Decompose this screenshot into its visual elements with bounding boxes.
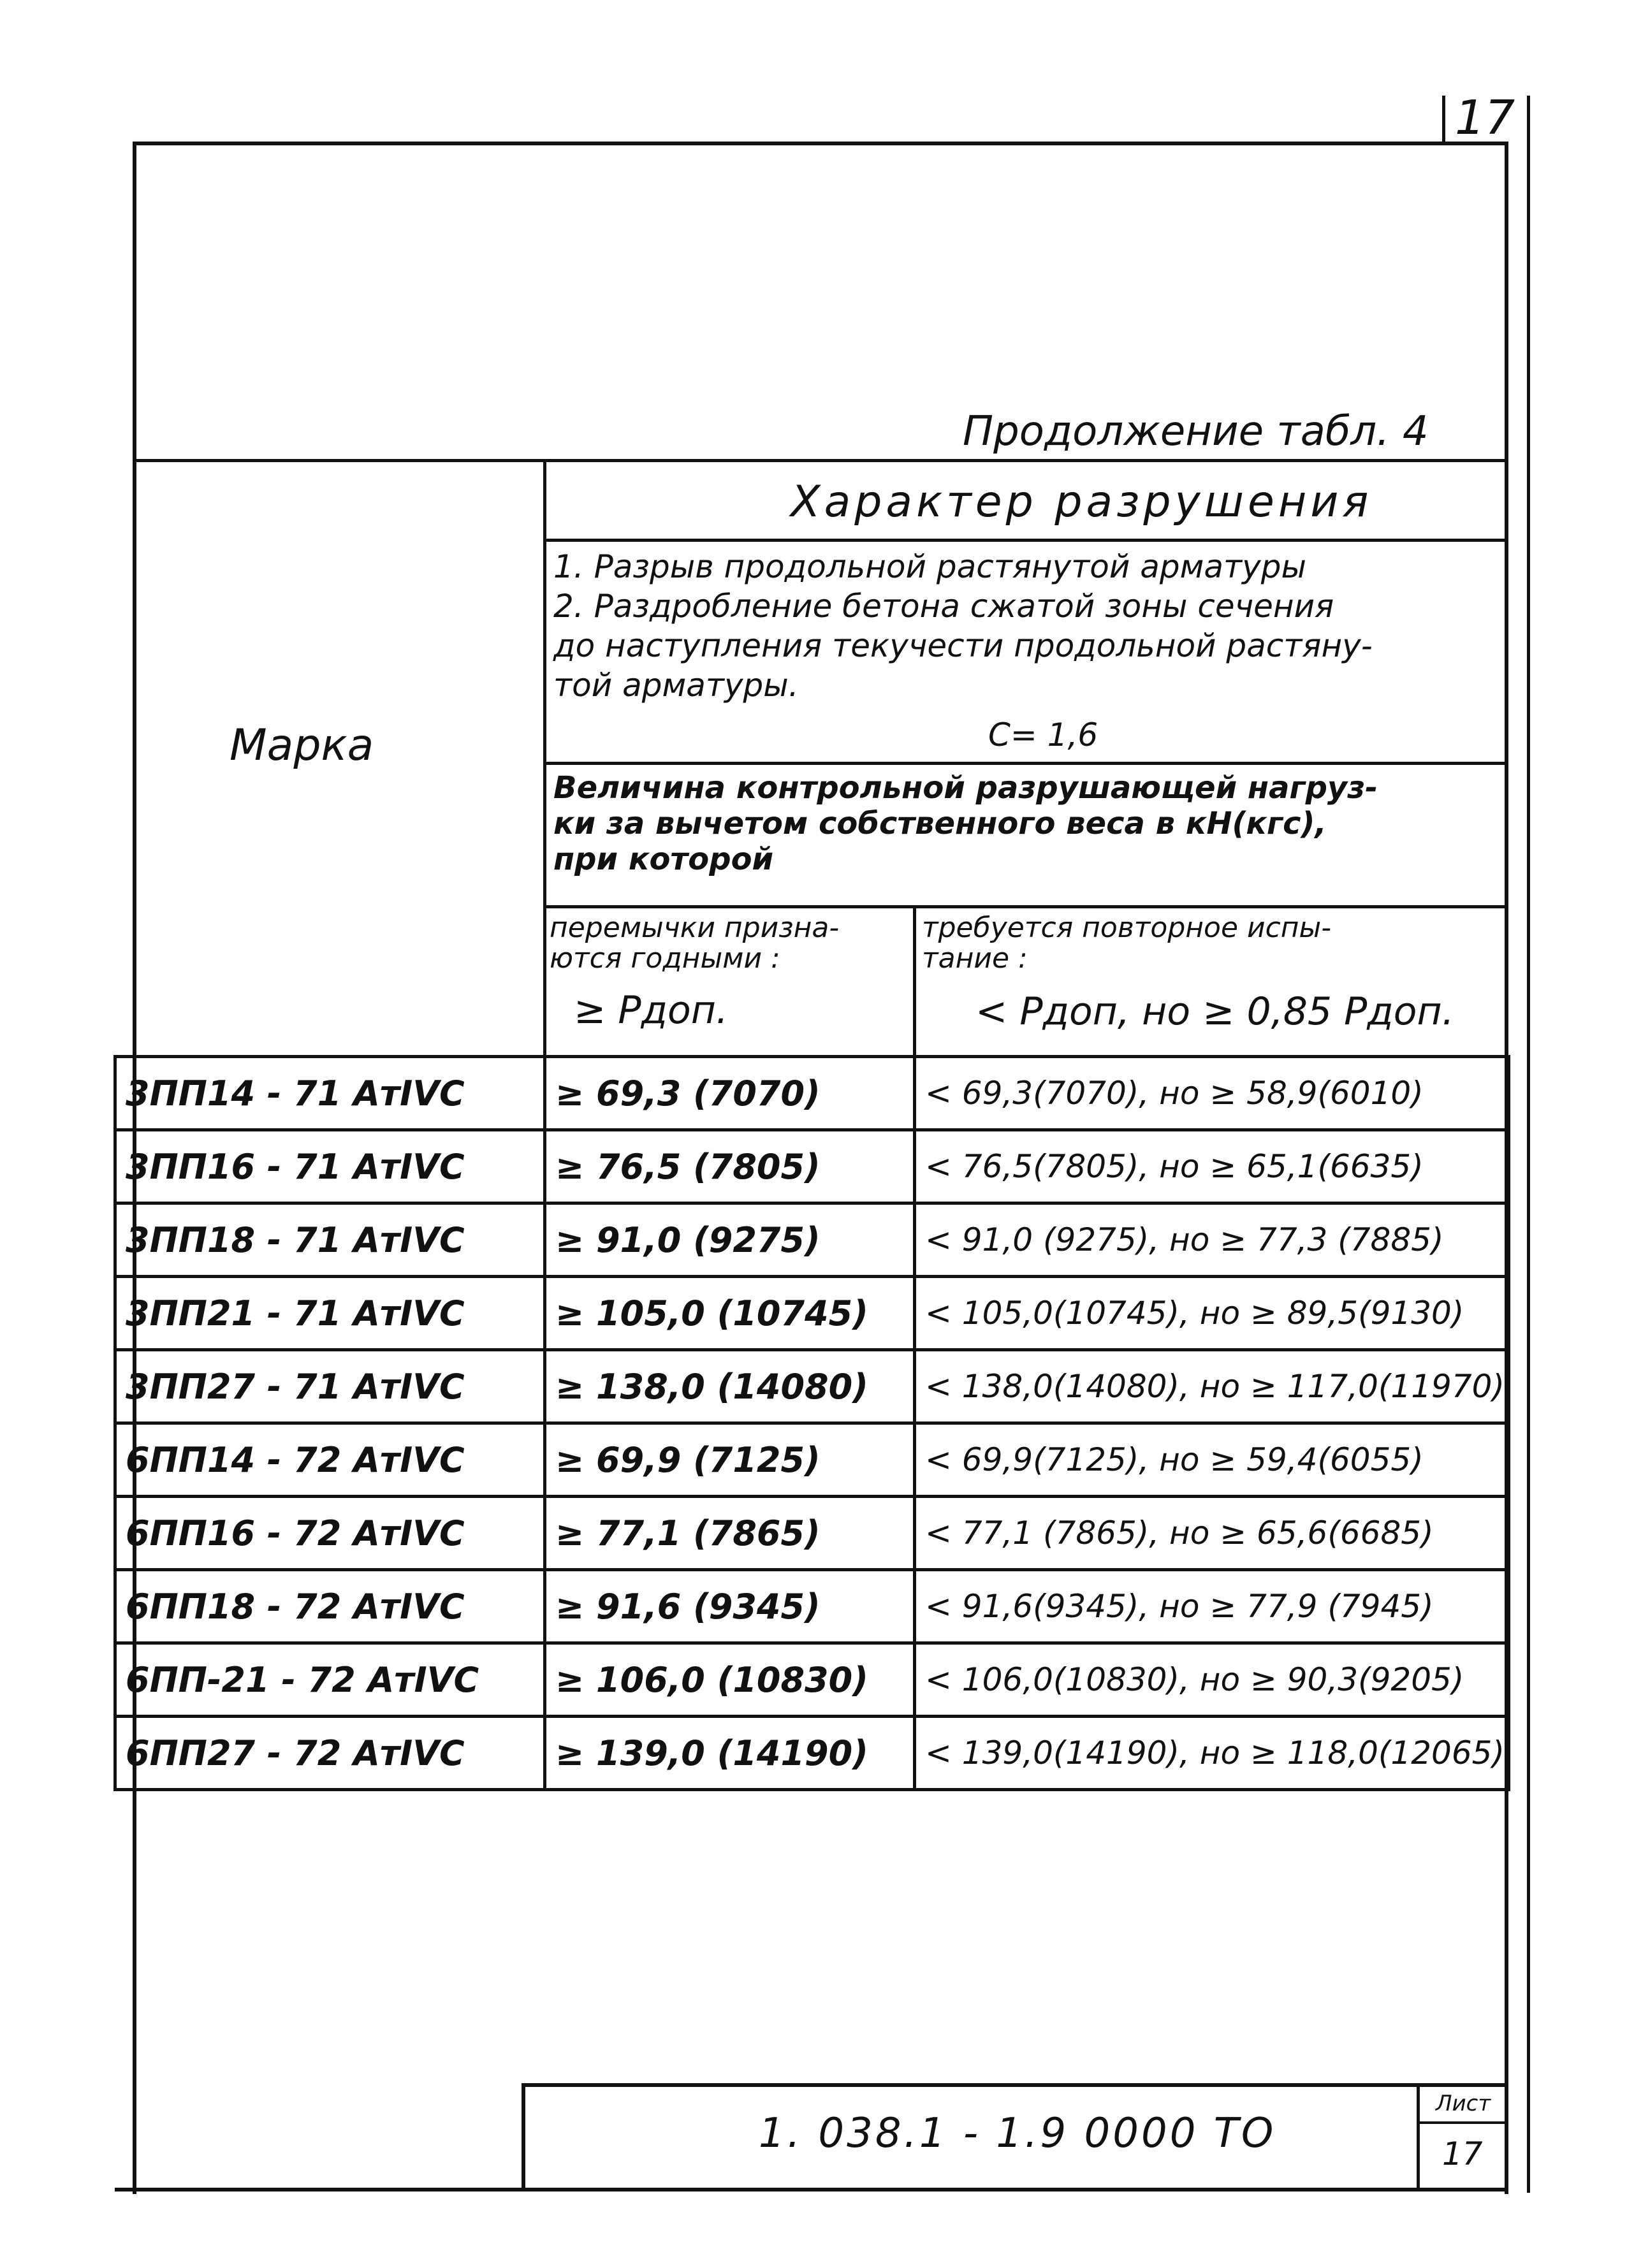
- criteria-line-3: до наступления текучести продольной растяну-: [553, 627, 1373, 664]
- cell-good: ≥ 139,0 (14190): [545, 1717, 915, 1790]
- table-row: [115, 1277, 1509, 1350]
- cell-retest: < 77,1 (7865), но ≥ 65,6(6685): [915, 1497, 1509, 1570]
- sheet-number: 17: [1442, 2135, 1483, 2172]
- cell-mark: 3ПП18 - 71 АтIVС: [115, 1203, 545, 1277]
- stamp-top: [522, 2083, 1507, 2087]
- cell-good: ≥ 106,0 (10830): [545, 1643, 915, 1717]
- criteria-line-2: 2. Раздробление бетона сжатой зоны сечения: [553, 588, 1334, 625]
- cell-retest: < 138,0(14080), но ≥ 117,0(11970): [915, 1350, 1509, 1423]
- cell-retest: < 76,5(7805), но ≥ 65,1(6635): [915, 1130, 1509, 1203]
- cell-retest: < 91,6(9345), но ≥ 77,9 (7945): [915, 1570, 1509, 1643]
- sub-column-divider: [913, 905, 916, 1055]
- cell-mark: 3ПП14 - 71 АтIVС: [115, 1057, 545, 1130]
- table-row: [115, 1570, 1509, 1643]
- table-row: [115, 1350, 1509, 1423]
- load-desc-divider: [543, 905, 1507, 908]
- cell-good: ≥ 138,0 (14080): [545, 1350, 915, 1423]
- cell-mark: 6ПП14 - 72 АтIVС: [115, 1423, 545, 1497]
- cell-good: ≥ 69,3 (7070): [545, 1057, 915, 1130]
- cell-mark: 6ПП-21 - 72 АтIVС: [115, 1643, 545, 1717]
- cell-good: ≥ 69,9 (7125): [545, 1423, 915, 1497]
- table-row: [115, 1057, 1509, 1130]
- page-number-divider: [1442, 96, 1445, 142]
- cell-retest: < 105,0(10745), но ≥ 89,5(9130): [915, 1277, 1509, 1350]
- stamp-list-hline: [1417, 2121, 1507, 2124]
- cell-mark: 6ПП16 - 72 АтIVС: [115, 1497, 545, 1570]
- stamp-left: [522, 2083, 525, 2192]
- mark-column-divider: [543, 459, 546, 1055]
- column-header-retest: [922, 913, 1331, 974]
- criteria-divider: [543, 762, 1507, 765]
- cell-good: ≥ 91,6 (9345): [545, 1570, 915, 1643]
- frame-top: [134, 142, 1507, 145]
- table-row: [115, 1717, 1509, 1790]
- cell-retest: < 91,0 (9275), но ≥ 77,3 (7885): [915, 1203, 1509, 1277]
- criteria-line-1: 1. Разрыв продольной растянутой арматуры: [553, 548, 1306, 585]
- load-table: [113, 1055, 1510, 1791]
- cell-good: ≥ 105,0 (10745): [545, 1277, 915, 1350]
- column-header-mark: Марка: [230, 720, 374, 771]
- frame-bottom: [115, 2188, 1507, 2192]
- header-top-line: [133, 459, 1507, 462]
- table-row: [115, 1423, 1509, 1497]
- table-row: [115, 1203, 1509, 1277]
- column-header-good: [550, 913, 839, 974]
- c-coefficient: С= 1,6: [988, 716, 1098, 753]
- retest-line-2: тание :: [922, 942, 1028, 975]
- cell-good: ≥ 91,0 (9275): [545, 1203, 915, 1277]
- criteria-line-4: той арматуры.: [553, 667, 799, 704]
- cell-retest: < 106,0(10830), но ≥ 90,3(9205): [915, 1643, 1509, 1717]
- cell-retest: < 69,9(7125), но ≥ 59,4(6055): [915, 1423, 1509, 1497]
- failure-criteria: [553, 547, 1373, 705]
- cell-retest: < 139,0(14190), но ≥ 118,0(12065): [915, 1717, 1509, 1790]
- cell-mark: 3ПП16 - 71 АтIVС: [115, 1130, 545, 1203]
- table-continuation-title: Продолжение табл. 4: [963, 408, 1429, 455]
- load-desc-line-2: ки за вычетом собственного веса в кН(кгс),: [553, 806, 1327, 841]
- symbol-good: ≥ Рдоп.: [574, 988, 729, 1033]
- cell-mark: 6ПП27 - 72 АтIVС: [115, 1717, 545, 1790]
- document-code: 1. 038.1 - 1.9 0000 ТО: [759, 2110, 1276, 2157]
- frame-right-outer: [1527, 96, 1530, 2193]
- cell-good: ≥ 77,1 (7865): [545, 1497, 915, 1570]
- sheet-label: Лист: [1436, 2091, 1491, 2116]
- stamp-list-divider: [1417, 2083, 1420, 2192]
- symbol-retest: < Рдоп, но ≥ 0,85 Рдоп.: [975, 989, 1454, 1034]
- load-desc-line-3: при которой: [553, 841, 774, 877]
- cell-good: ≥ 76,5 (7805): [545, 1130, 915, 1203]
- load-desc-line-1: Величина контрольной разрушающей нагруз-: [553, 770, 1378, 806]
- cell-mark: 6ПП18 - 72 АтIVС: [115, 1570, 545, 1643]
- header-main-divider: [543, 539, 1507, 542]
- page-number: 17: [1455, 91, 1515, 145]
- cell-mark: 3ПП27 - 71 АтIVС: [115, 1350, 545, 1423]
- good-line-2: ются годными :: [550, 942, 780, 975]
- good-line-1: перемычки призна-: [550, 912, 840, 944]
- control-load-description: [553, 770, 1378, 877]
- table-row: [115, 1130, 1509, 1203]
- header-failure-character: Характер разрушения: [791, 477, 1373, 527]
- cell-retest: < 69,3(7070), но ≥ 58,9(6010): [915, 1057, 1509, 1130]
- table-row: [115, 1643, 1509, 1717]
- retest-line-1: требуется повторное испы-: [922, 912, 1332, 944]
- table-row: [115, 1497, 1509, 1570]
- cell-mark: 3ПП21 - 71 АтIVС: [115, 1277, 545, 1350]
